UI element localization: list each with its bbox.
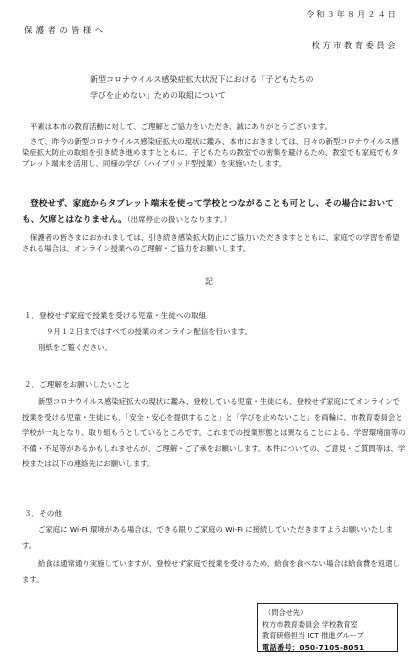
contact-box xyxy=(257,603,398,652)
section-3-text-1: ご家庭に Wi-Fi 環境がある場合は、できる限りご家庭の Wi-Fi に接続していただきますようお願いいたします。 xyxy=(22,525,394,550)
intro-paragraph: さて、昨今の新型コロナウイルス感染症拡大の現状に鑑み、本市におきましては、日々の新型コロナウイルス感染症拡大防止の取組を引き続き進めますとともに、子どもたちの教室での密集を避けるため、教室でも家庭でもタブレット端末を活用し、同様の学び（ハイブリッド型授業）を実施いたします。 xyxy=(22,137,399,168)
contact-phone: 電話番号：050-7105-8051 xyxy=(262,642,365,652)
section-1-line-1: ９月１２日まではすべての授業のオンライン配信を行います。 xyxy=(46,327,252,336)
section-1-line-2: 別紙をご覧ください。 xyxy=(38,343,112,352)
section-2-text: 新型コロナウイルス感染症拡大の現状に鑑み、登校している児童・生徒にも、登校せず家庭にてオンラインで授業を受ける児童・生徒にも、「安全・安心を提供すること」と「学びを止めないこと」を両輪に、市教育委員会と学校が一丸となり、取り組もうとしているところです。これまでの授業形態とは異なることによる、学習環境面等の不備・不足等があるかもしれませんが、ご理解・ご了承をお願いします。本件についての、ご意見・ご質問等は、学校または以下の連絡先にお願いします。 xyxy=(22,397,406,468)
section-3-heading: ３．その他 xyxy=(24,509,62,518)
emphasis-note: （出席停止の扱いとなります。） xyxy=(126,215,232,224)
issuer: 枚方市教育委員会 xyxy=(311,40,398,50)
document-title xyxy=(90,72,390,104)
greeting-paragraph: 平素は本市の教育活動に対して、ご理解とご協力をいただき、誠にありがとうございます。 xyxy=(30,122,332,131)
title-line-1: 新型コロナウイルス感染症拡大状況下における「子どもたちの xyxy=(90,75,314,84)
contact-heading: （問合せ先） xyxy=(264,608,308,617)
emphasis-text: 登校せず、家庭からタブレット端末を使って学校とつながることも可とし、その場合においても、欠席とはなりません。 xyxy=(22,199,394,225)
ki-heading: 記 xyxy=(205,277,213,286)
request-paragraph: 保護者の皆さまにおかれましては、引き続き感染拡大防止にご協力いただきますとともに、家庭での学習を希望される場合は、オンライン授業へのご理解・ご協力をお願いします。 xyxy=(22,233,400,253)
section-1-heading: １．登校せず家庭で授業を受ける児童・生徒への取組 xyxy=(24,311,207,320)
contact-line-1: 枚方市教育委員会 学校教育室 xyxy=(262,619,358,629)
addressee: 保護者の皆様へ xyxy=(24,25,107,35)
section-3-text-2: 給食は通常通り実施していますが、登校せず家庭で授業を受けるため、給食を食べない場合は給食費を返還します。 xyxy=(22,559,400,584)
title-line-2: 学びを止めない」ための取組について xyxy=(90,91,226,100)
section-2-heading: ２．ご理解をお願いしたいこと xyxy=(24,380,131,389)
document-date: 令和３年８月２４日 xyxy=(306,10,398,19)
contact-line-2: 教育研修担当 ICT 推進グループ xyxy=(262,631,364,640)
emphasis-paragraph xyxy=(22,197,406,228)
